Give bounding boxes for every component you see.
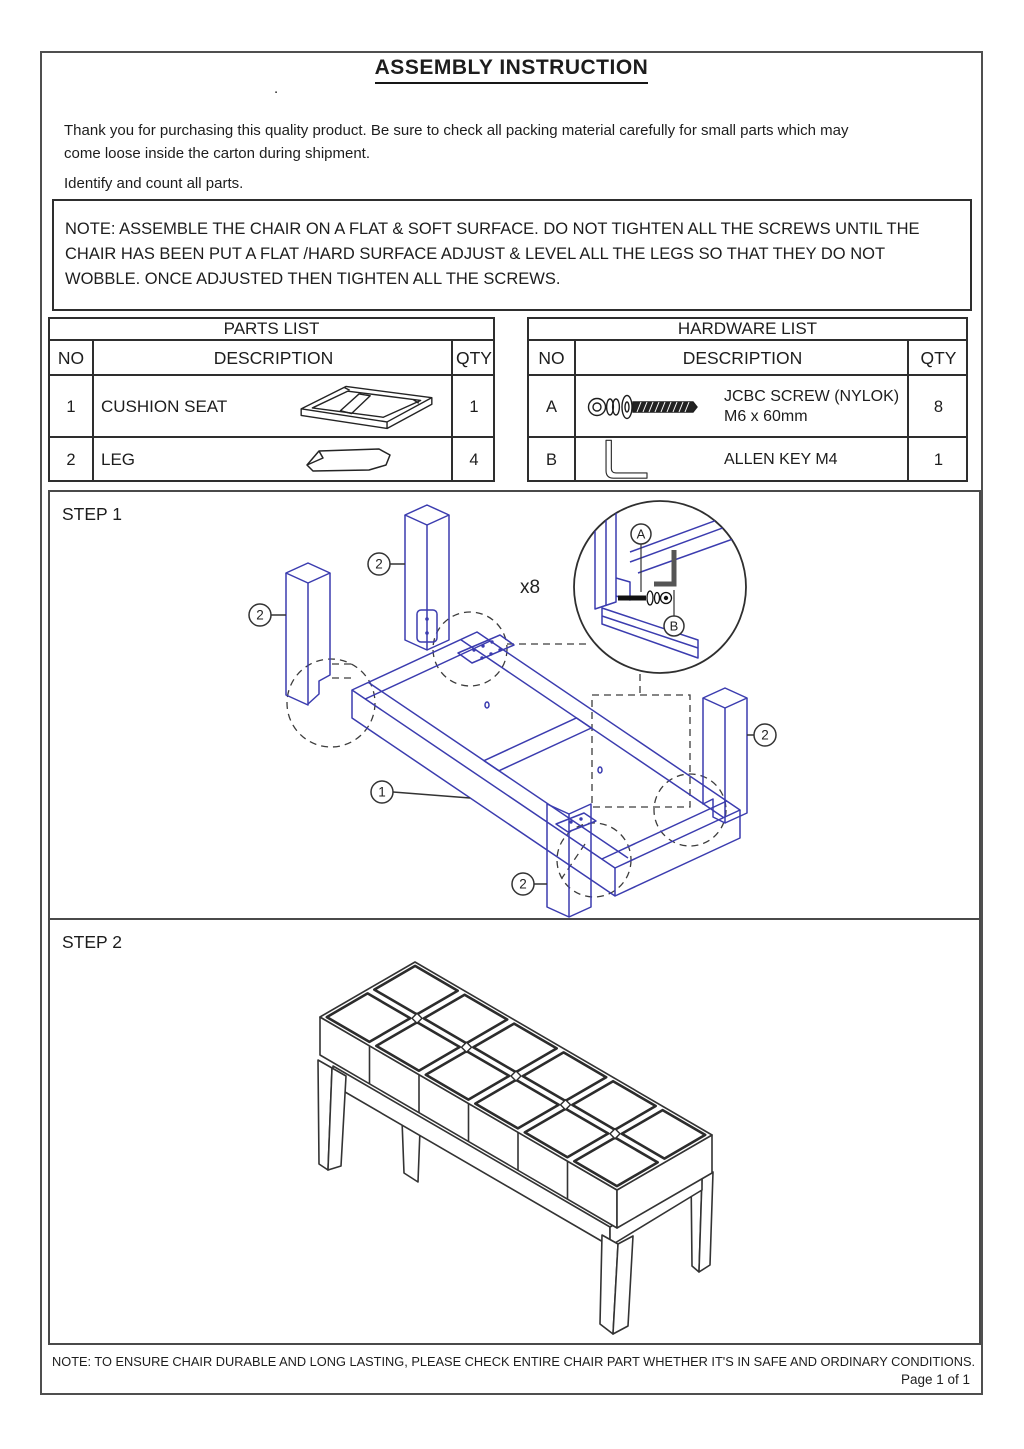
table-row	[529, 374, 966, 438]
hardware-list-title: HARDWARE LIST	[677, 319, 818, 338]
part-no: 2	[66, 450, 76, 469]
hardware-list-header-row	[529, 339, 966, 376]
step2-label: STEP 2	[62, 932, 122, 952]
part-qty: 1	[451, 376, 495, 438]
hardware-list-title-row	[529, 319, 966, 339]
hardware-desc-line: ALLEN KEY M4	[724, 451, 838, 468]
intro-paragraph	[64, 119, 954, 165]
table-row	[529, 436, 966, 482]
footer-note: NOTE: TO ENSURE CHAIR DURABLE AND LONG LASTING, PLEASE CHECK ENTIRE CHAIR PART WHETHER IT'S IN SAFE AND ORDINARY CONDITIONS.	[52, 1354, 976, 1369]
page-title	[40, 56, 983, 84]
seat-balloon-label: 1	[378, 784, 386, 800]
page-number: Page 1 of 1	[900, 1372, 970, 1387]
parts-list-header-row	[50, 339, 493, 376]
allen-key-drawing-icon	[596, 438, 656, 482]
cushion-seat-drawing-icon	[289, 376, 444, 438]
table-row	[50, 436, 493, 482]
step1-diagram	[50, 492, 979, 918]
part-description-text: CUSHION SEAT	[101, 397, 228, 416]
callout-b-label: B	[669, 618, 679, 634]
col-header-description: DESCRIPTION	[92, 341, 453, 376]
parts-list-title-row	[50, 319, 493, 339]
hardware-list-table	[527, 317, 968, 482]
step2-panel	[48, 918, 981, 1345]
screw-count-label: x8	[520, 577, 541, 598]
leg-drawing-icon	[299, 438, 399, 482]
col-header-no: NO	[57, 348, 85, 368]
note-line: WOBBLE. ONCE ADJUSTED THEN TIGHTEN ALL THE SCREWS.	[65, 270, 561, 288]
stray-dot: .	[274, 80, 279, 97]
col-header-description: DESCRIPTION	[574, 341, 909, 376]
page-title-text: ASSEMBLY INSTRUCTION	[375, 56, 649, 84]
hardware-qty: 8	[907, 376, 968, 438]
col-header-qty: QTY	[907, 341, 968, 376]
assembly-note-box	[52, 199, 972, 311]
hardware-no: B	[545, 450, 557, 469]
step1-label: STEP 1	[62, 504, 122, 524]
note-line: CHAIR HAS BEEN PUT A FLAT /HARD SURFACE ADJUST & LEVEL ALL THE LEGS SO THAT THEY DO NOT	[65, 245, 886, 263]
hardware-description-text	[724, 450, 838, 470]
hardware-desc-line: M6 x 60mm	[724, 408, 808, 425]
part-no: 1	[66, 397, 76, 416]
hardware-no: A	[545, 397, 557, 416]
note-line: NOTE: ASSEMBLE THE CHAIR ON A FLAT & SOFT SURFACE. DO NOT TIGHTEN ALL THE SCREWS UNTIL THE	[65, 220, 920, 238]
intro-line: come loose inside the carton during shipment.	[64, 145, 371, 162]
step1-panel	[48, 490, 981, 920]
hardware-description-text	[724, 387, 899, 427]
parts-list-table	[48, 317, 495, 482]
intro-line: Thank you for purchasing this quality product. Be sure to check all packing material carefully for small parts which may	[64, 122, 849, 139]
screw-drawing-icon	[586, 376, 711, 438]
callout-a-label: A	[636, 526, 646, 542]
part-description	[92, 438, 451, 482]
col-header-qty: QTY	[451, 341, 495, 376]
leg-balloon-label: 2	[375, 556, 383, 572]
table-row	[50, 374, 493, 438]
part-description-text: LEG	[101, 450, 136, 469]
hardware-description	[574, 376, 909, 438]
hardware-description	[574, 438, 909, 482]
step2-diagram	[50, 920, 979, 1343]
part-description	[92, 376, 451, 438]
part-qty: 4	[451, 438, 495, 482]
leg-balloon-label: 2	[519, 876, 527, 892]
leg-balloon-label: 2	[761, 727, 769, 743]
col-header-no: NO	[538, 348, 565, 368]
parts-list-title: PARTS LIST	[223, 319, 320, 338]
hardware-desc-line: JCBC SCREW (NYLOK)	[724, 388, 900, 405]
hardware-qty: 1	[907, 438, 968, 482]
leg-balloon-label: 2	[256, 607, 264, 623]
identify-line: Identify and count all parts.	[64, 175, 244, 192]
